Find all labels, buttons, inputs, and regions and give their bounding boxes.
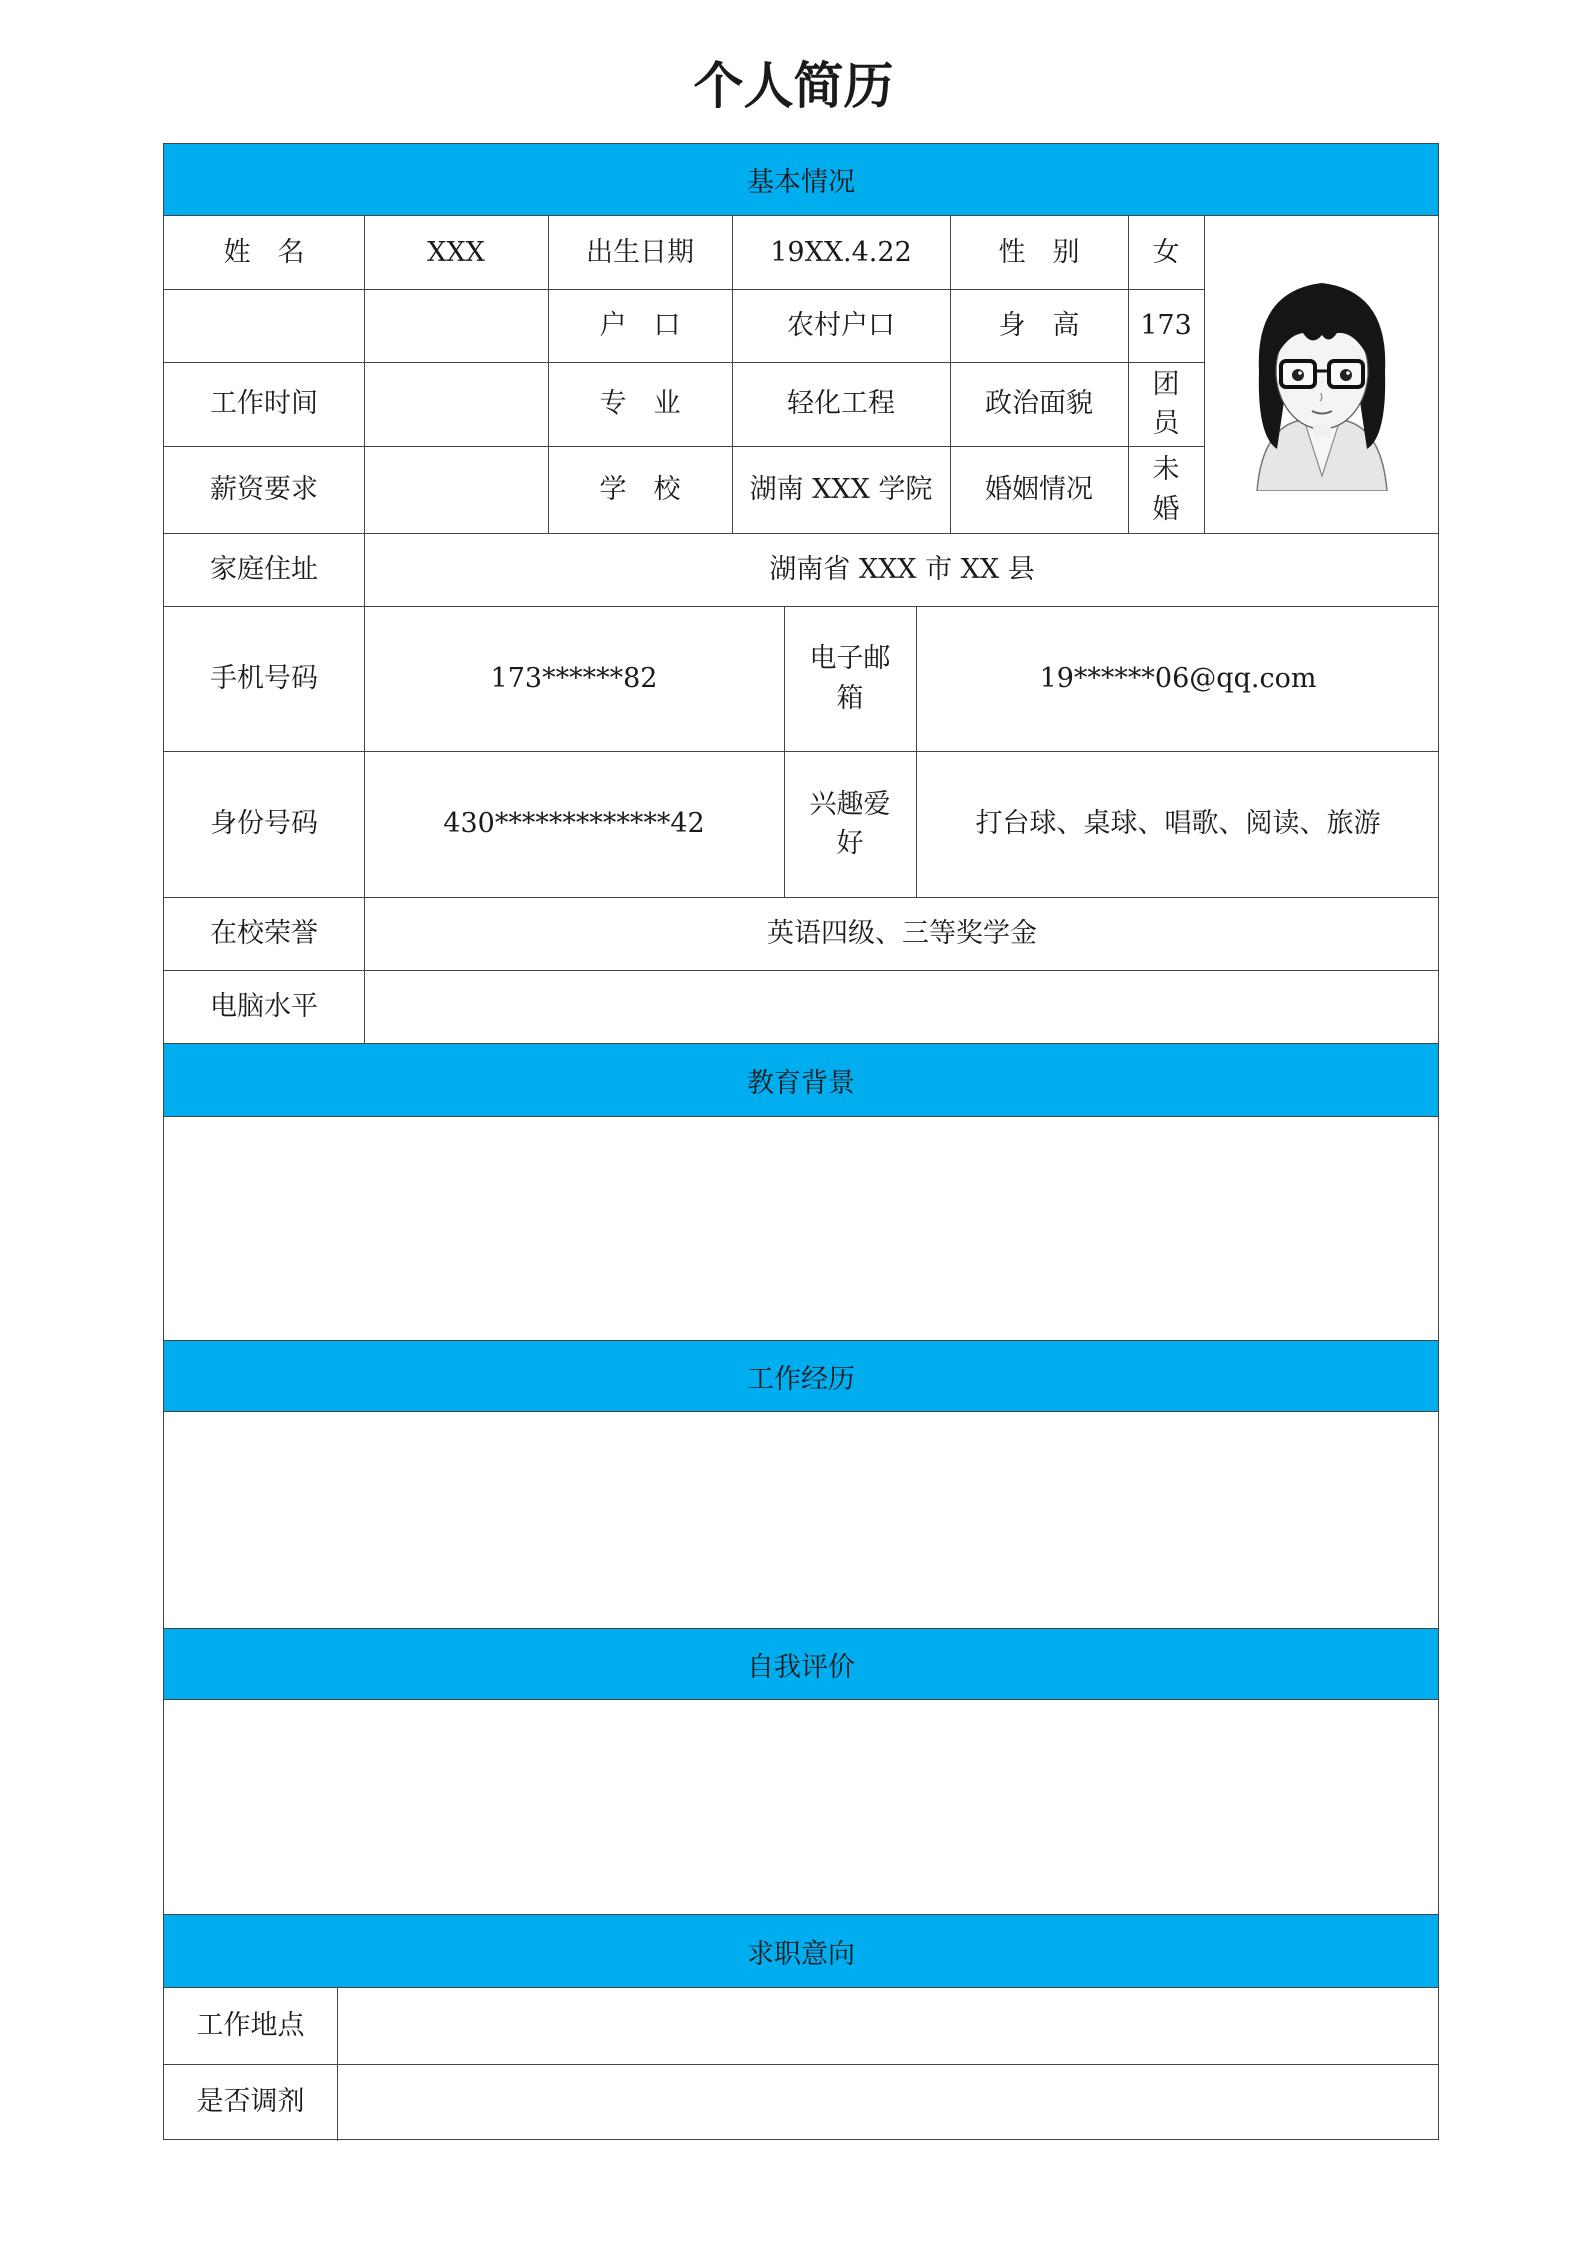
name-label: 姓 名 <box>223 236 305 268</box>
page-title: 个人简历 <box>693 57 894 115</box>
section-header-work: 工作经历 <box>164 1340 1438 1412</box>
id-value: 430*************42 <box>443 808 705 840</box>
hukou-label: 户 口 <box>599 309 681 341</box>
address-label: 家庭住址 <box>210 553 318 585</box>
section-header-self-eval: 自我评价 <box>164 1628 1438 1700</box>
height-value: 173 <box>1140 309 1192 341</box>
email-value: 19******06@qq.com <box>1039 662 1317 694</box>
location-label: 工作地点 <box>196 2010 305 2042</box>
honor-label: 在校荣誉 <box>210 917 318 949</box>
computer-value[interactable] <box>364 970 1440 1043</box>
height-label: 身 高 <box>998 309 1080 341</box>
section-header-education: 教育背景 <box>164 1043 1438 1117</box>
cartoon-girl-with-glasses-avatar <box>1237 261 1407 491</box>
computer-label: 电脑水平 <box>210 990 318 1022</box>
political-value: 团员 <box>1152 368 1180 439</box>
phone-value: 173******82 <box>490 662 658 694</box>
major-label: 专 业 <box>599 388 681 420</box>
major-value: 轻化工程 <box>787 388 895 420</box>
phone-label: 手机号码 <box>210 662 318 694</box>
hobby-value: 打台球、桌球、唱歌、阅读、旅游 <box>975 808 1381 840</box>
self-eval-content[interactable] <box>164 1700 1440 1914</box>
adjust-value[interactable] <box>337 2064 1440 2140</box>
section-header-basic: 基本情况 <box>164 144 1438 216</box>
profile-photo <box>1204 217 1439 535</box>
gender-value: 女 <box>1152 236 1180 268</box>
location-value[interactable] <box>337 1988 1440 2064</box>
school-value: 湖南 XXX 学院 <box>749 473 933 505</box>
section-header-job-intent: 求职意向 <box>164 1914 1438 1988</box>
resume-table <box>163 143 1439 2140</box>
marital-label: 婚姻情况 <box>985 473 1093 505</box>
marital-value: 未婚 <box>1152 454 1180 525</box>
adjust-label: 是否调剂 <box>196 2086 305 2118</box>
birth-label: 出生日期 <box>586 236 694 268</box>
education-content[interactable] <box>164 1117 1440 1340</box>
address-value: 湖南省 XXX 市 XX 县 <box>769 553 1035 585</box>
school-label: 学 校 <box>599 473 681 505</box>
hobby-label: 兴趣爱好 <box>809 788 891 859</box>
name-value: XXX <box>427 236 485 268</box>
birth-value: 19XX.4.22 <box>770 236 912 268</box>
id-label: 身份号码 <box>210 808 318 840</box>
political-label: 政治面貌 <box>985 388 1093 420</box>
hukou-value: 农村户口 <box>787 309 895 341</box>
honor-value: 英语四级、三等奖学金 <box>767 917 1037 949</box>
salary-label: 薪资要求 <box>210 473 318 505</box>
worktime-label: 工作时间 <box>210 388 318 420</box>
email-label: 电子邮箱 <box>809 643 891 714</box>
work-content[interactable] <box>164 1412 1440 1628</box>
gender-label: 性 别 <box>998 236 1080 268</box>
